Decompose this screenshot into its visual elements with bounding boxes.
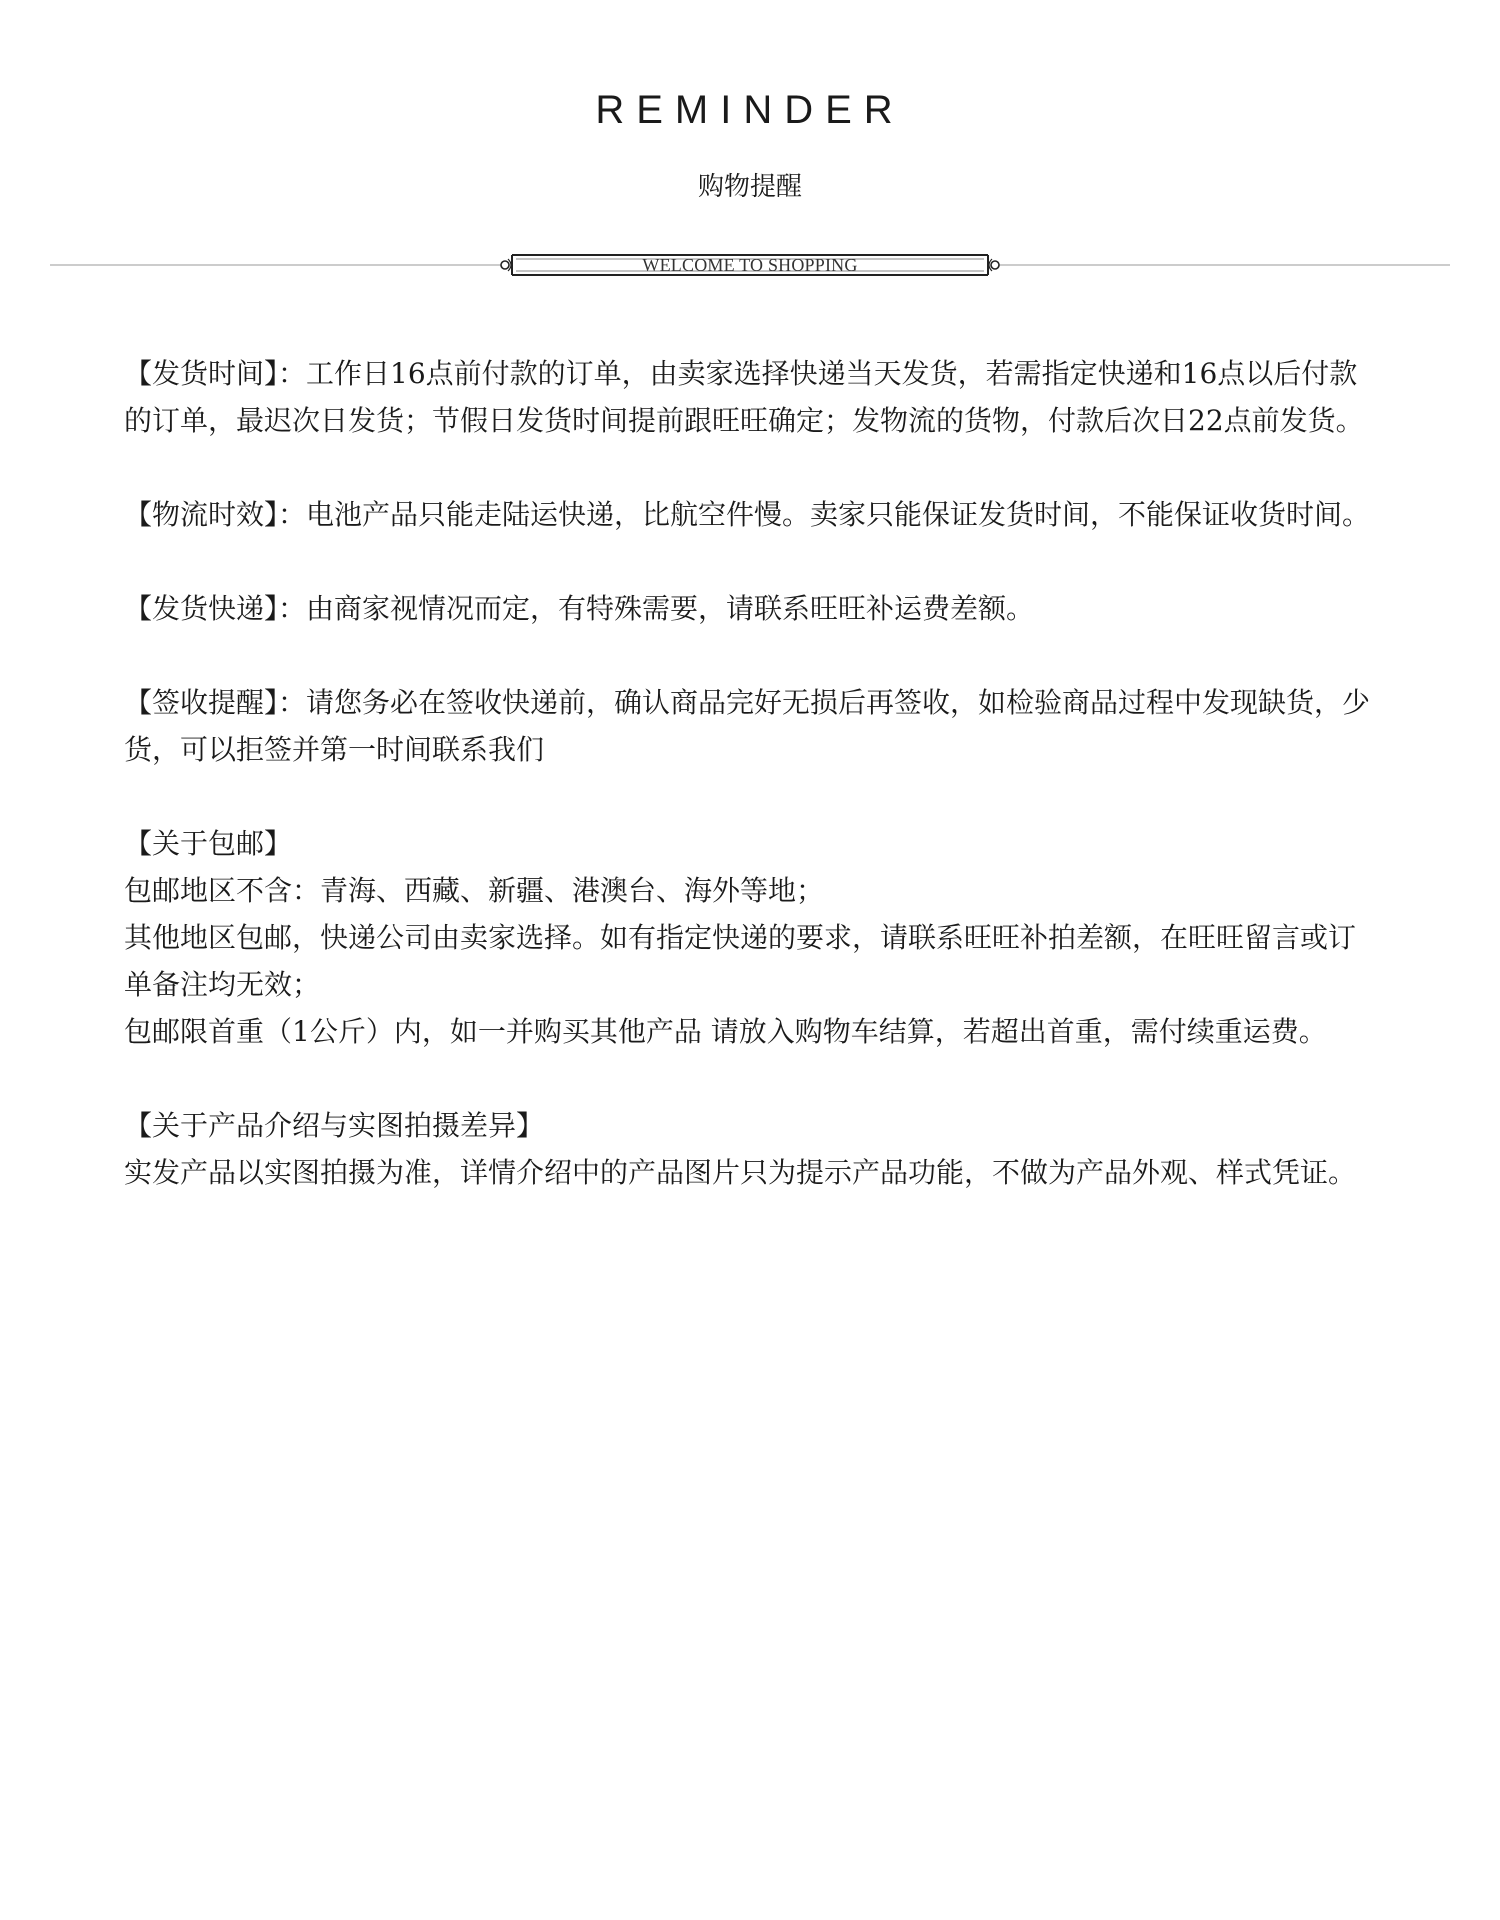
section-text: 其他地区包邮，快递公司由卖家选择。如有指定快递的要求，请联系旺旺补拍差额，在旺旺留言或订单备注均无效；: [124, 921, 1357, 1001]
section-courier: [124, 585, 1382, 632]
section-paragraph: [124, 491, 1382, 538]
section-heading: 【签收提醒】：: [124, 686, 307, 719]
page-title: REMINDER: [595, 88, 905, 132]
section-heading: 【关于产品介绍与实图拍摄差异】: [124, 1109, 545, 1142]
section-free-shipping: [124, 820, 1382, 1055]
section-paragraph: [124, 585, 1382, 632]
section-text: 实发产品以实图拍摄为准，详情介绍中的产品图片只为提示产品功能，不做为产品外观、样式凭证。: [124, 1156, 1357, 1189]
section-text: 由商家视情况而定，有特殊需要，请联系旺旺补运费差额。: [306, 592, 1035, 625]
section-heading: 【发货快递】：: [124, 592, 307, 625]
section-product-photo-difference: [124, 1102, 1382, 1196]
section-heading: 【发货时间】：: [124, 357, 307, 390]
section-heading: 【关于包邮】: [124, 827, 293, 860]
section-shipping-time: [124, 350, 1382, 444]
section-heading: 【物流时效】：: [124, 498, 307, 531]
section-paragraph: [124, 679, 1382, 773]
section-text: 包邮地区不含：青海、西藏、新疆、港澳台、海外等地；: [124, 874, 825, 907]
section-text: 请您务必在签收快递前，确认商品完好无损后再签收，如检验商品过程中发现缺货，少货，可以拒签并第一时间联系我们: [124, 686, 1371, 766]
page-subtitle: 购物提醒: [697, 172, 802, 202]
section-paragraph: [124, 350, 1382, 444]
section-signing-reminder: [124, 679, 1382, 773]
section-text: 电池产品只能走陆运快递，比航空件慢。卖家只能保证发货时间，不能保证收货时间。: [306, 498, 1371, 531]
section-text: 工作日16点前付款的订单，由卖家选择快递当天发货，若需指定快递和16点以后付款的订单，最迟次日发货；节假日发货时间提前跟旺旺确定；发物流的货物，付款后次日22点前发货。: [124, 357, 1364, 437]
section-logistics-time: [124, 491, 1382, 538]
reminder-content: [124, 350, 1382, 1243]
welcome-banner-text: WELCOME TO SHOPPING: [642, 255, 858, 275]
section-text: 包邮限首重（1公斤）内，如一并购买其他产品 请放入购物车结算，若超出首重，需付续重运费。: [124, 1015, 1327, 1048]
